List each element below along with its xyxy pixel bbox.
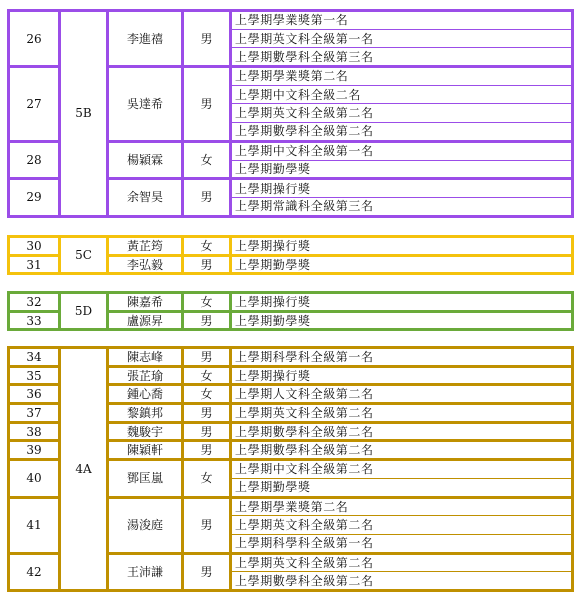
student-number: 39 [9, 441, 60, 460]
student-name: 張芷瑜 [108, 366, 183, 385]
award-item: 上學期中文科全級第二名 [231, 460, 573, 479]
student-name: 楊穎霖 [108, 141, 183, 178]
award-item: 上學期勤學獎 [231, 478, 573, 497]
award-item: 上學期英文科全級第二名 [231, 516, 573, 535]
student-number: 27 [9, 67, 60, 142]
student-gender: 男 [183, 311, 231, 330]
student-name: 余智昊 [108, 179, 183, 216]
student-name: 陳志峰 [108, 348, 183, 367]
student-number: 42 [9, 553, 60, 590]
student-number: 36 [9, 385, 60, 404]
student-name: 盧源昇 [108, 311, 183, 330]
award-item: 上學期數學科全級第二名 [231, 422, 573, 441]
student-number: 41 [9, 497, 60, 553]
student-name: 鍾心喬 [108, 385, 183, 404]
student-name: 李弘毅 [108, 255, 183, 274]
student-gender: 女 [183, 385, 231, 404]
student-gender: 女 [183, 293, 231, 312]
student-number: 40 [9, 460, 60, 497]
award-item: 上學期數學科全級第二名 [231, 441, 573, 460]
table-row [9, 11, 573, 30]
award-item: 上學期數學科全級第三名 [231, 48, 573, 67]
award-item: 上學期操行獎 [231, 237, 573, 256]
award-item: 上學期中文科全級二名 [231, 85, 573, 104]
award-item: 上學期人文科全級第二名 [231, 385, 573, 404]
student-gender: 男 [183, 67, 231, 142]
student-name: 黃芷筠 [108, 237, 183, 256]
award-item: 上學期操行獎 [231, 293, 573, 312]
student-name: 王沛謙 [108, 553, 183, 590]
student-gender: 女 [183, 366, 231, 385]
award-item: 上學期學業獎第二名 [231, 67, 573, 86]
student-gender: 男 [183, 179, 231, 216]
student-gender: 男 [183, 255, 231, 274]
table-row [9, 348, 573, 367]
student-gender: 男 [183, 497, 231, 553]
student-gender: 女 [183, 460, 231, 497]
class-label: 5B [60, 11, 108, 217]
student-gender: 男 [183, 348, 231, 367]
student-number: 35 [9, 366, 60, 385]
student-name: 李進禧 [108, 11, 183, 67]
class-5c-table [7, 235, 574, 275]
student-number: 34 [9, 348, 60, 367]
award-item: 上學期勤學獎 [231, 255, 573, 274]
student-gender: 女 [183, 141, 231, 178]
award-item: 上學期勤學獎 [231, 311, 573, 330]
award-item: 上學期常識科全級第三名 [231, 197, 573, 216]
class-label: 5C [60, 237, 108, 274]
student-number: 30 [9, 237, 60, 256]
award-item: 上學期科學科全級第一名 [231, 534, 573, 553]
student-name: 吳達希 [108, 67, 183, 142]
student-gender: 女 [183, 237, 231, 256]
class-label: 4A [60, 348, 108, 591]
student-number: 37 [9, 404, 60, 423]
award-item: 上學期英文科全級第二名 [231, 553, 573, 572]
award-item: 上學期操行獎 [231, 179, 573, 198]
student-name: 湯浚庭 [108, 497, 183, 553]
award-item: 上學期英文科全級第二名 [231, 404, 573, 423]
student-name: 陳嘉希 [108, 293, 183, 312]
award-item: 上學期學業獎第二名 [231, 497, 573, 516]
table-row [9, 293, 573, 312]
student-gender: 男 [183, 553, 231, 590]
student-number: 31 [9, 255, 60, 274]
student-gender: 男 [183, 404, 231, 423]
student-number: 32 [9, 293, 60, 312]
award-item: 上學期科學科全級第一名 [231, 348, 573, 367]
class-5b-table [7, 9, 574, 218]
student-name: 黎鎮邦 [108, 404, 183, 423]
award-item: 上學期操行獎 [231, 366, 573, 385]
student-gender: 男 [183, 441, 231, 460]
award-item: 上學期中文科全級第一名 [231, 141, 573, 160]
student-number: 28 [9, 141, 60, 178]
award-item: 上學期數學科全級第二名 [231, 123, 573, 142]
student-name: 陳穎軒 [108, 441, 183, 460]
student-number: 29 [9, 179, 60, 216]
award-item: 上學期勤學獎 [231, 160, 573, 179]
award-item: 上學期英文科全級第二名 [231, 104, 573, 123]
student-gender: 男 [183, 11, 231, 67]
student-number: 26 [9, 11, 60, 67]
class-5d-table [7, 291, 574, 331]
award-item: 上學期數學科全級第二名 [231, 572, 573, 591]
table-row [9, 237, 573, 256]
student-number: 38 [9, 422, 60, 441]
student-name: 魏駿宇 [108, 422, 183, 441]
student-number: 33 [9, 311, 60, 330]
award-item: 上學期學業獎第一名 [231, 11, 573, 30]
student-gender: 男 [183, 422, 231, 441]
award-item: 上學期英文科全級第一名 [231, 29, 573, 48]
student-name: 鄧匡嵐 [108, 460, 183, 497]
class-4a-table [7, 346, 574, 592]
class-label: 5D [60, 293, 108, 330]
